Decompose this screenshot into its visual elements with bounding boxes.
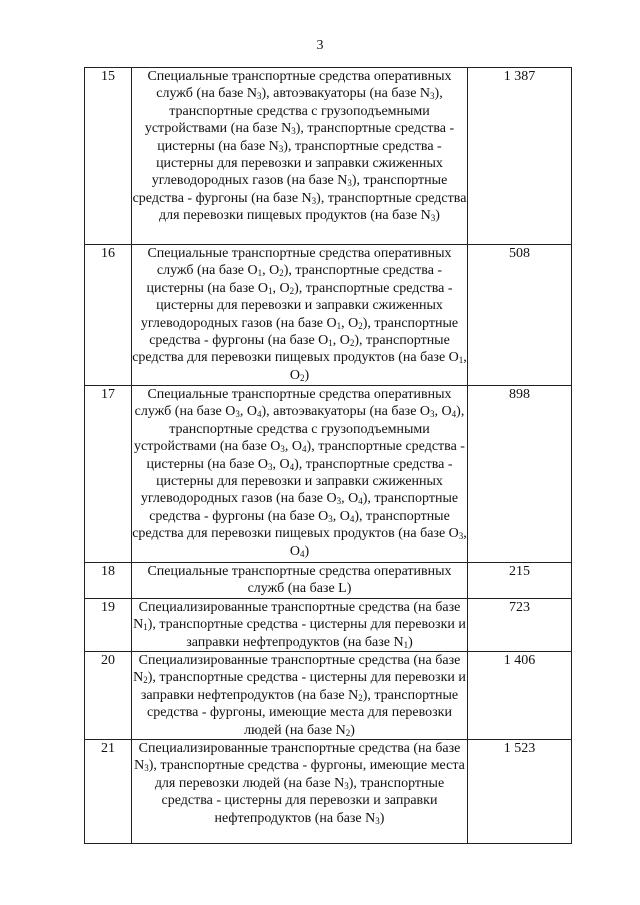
subscript-index: 3 [291, 126, 296, 137]
row-description [132, 563, 468, 599]
description-text: , O [284, 439, 303, 455]
description-text: ), транспортные средства - цистерны (на базе O [146, 263, 443, 296]
table-row [85, 563, 572, 599]
row-value: 1 406 [468, 652, 572, 740]
row-number: 15 [85, 68, 132, 245]
row-number: 16 [85, 245, 132, 386]
description-text: , O [262, 263, 280, 279]
subscript-index: 1 [257, 268, 263, 279]
description-text: , O [332, 333, 350, 349]
subscript-index: 3 [278, 143, 284, 154]
subscript-index: 1 [267, 285, 273, 296]
row-value: 1 387 [468, 68, 572, 245]
description-text: ) [435, 208, 440, 224]
subscript-index: 2 [345, 727, 351, 738]
subscript-index: 3 [256, 91, 262, 102]
row-value: 898 [468, 386, 572, 563]
description-text: ), транспортные средства с грузоподъемными устройствами (на базе N [144, 86, 443, 137]
table-row [85, 740, 572, 844]
description-text: ), транспортные средства - цистерны для перевозки и заправки нефтепродуктов (на базе N [140, 670, 466, 703]
subscript-index: 2 [279, 268, 284, 279]
description-text: , O [239, 404, 257, 420]
table-row [85, 652, 572, 740]
row-description [132, 386, 468, 563]
row-value: 508 [468, 245, 572, 386]
description-text: Специализированные транспортные средства (на базе N [134, 741, 461, 774]
row-value: 1 523 [468, 740, 572, 844]
subscript-index: 3 [347, 178, 352, 189]
description-text: ), транспортные средства - цистерны (на базе O [146, 439, 465, 472]
table-row [85, 598, 572, 651]
row-value: 723 [468, 598, 572, 651]
subscript-index: 3 [344, 780, 349, 791]
description-text: ), транспортные средства для перевозки пищевых продуктов (на базе O [132, 333, 459, 366]
subscript-index: 2 [299, 372, 305, 383]
description-text: ), автоэвакуаторы (на базе N [261, 86, 431, 102]
subscript-index: 2 [289, 285, 295, 296]
row-description [132, 740, 468, 844]
description-text: ), транспортные средства с грузоподъемными устройствами (на базе O [134, 404, 465, 455]
description-text: , O [289, 350, 467, 383]
description-text: ) [350, 722, 355, 738]
description-text: ), транспортные средства - фургоны, имеющие места для перевозки людей (на базе N [148, 758, 465, 791]
subscript-index: 2 [349, 338, 355, 349]
description-text: Специальные транспортные средства оперативных служб (на базе L) [147, 564, 452, 597]
description-text: ), транспортные средства - фургоны (на базе N [132, 173, 448, 206]
subscript-index: 2 [358, 320, 363, 331]
subscript-index: 1 [328, 338, 333, 349]
row-number: 18 [85, 563, 132, 599]
subscript-index: 3 [458, 531, 464, 542]
description-text: ), транспортные средства для перевозки пищевых продуктов (на базе N [159, 190, 467, 224]
row-number: 19 [85, 598, 132, 651]
description-text: Специализированные транспортные средства (на базе N [133, 599, 461, 633]
subscript-index: 1 [143, 622, 148, 633]
subscript-index: 4 [289, 461, 295, 472]
row-number: 17 [85, 386, 132, 563]
description-text: ) [304, 367, 310, 383]
row-description [132, 652, 468, 740]
table-row [85, 68, 572, 245]
subscript-index: 4 [451, 409, 457, 420]
subscript-index: 3 [430, 213, 436, 224]
subscript-index: 4 [299, 548, 305, 559]
row-value: 215 [468, 563, 572, 599]
row-number: 20 [85, 652, 132, 740]
row-description [132, 598, 468, 651]
subscript-index: 1 [336, 320, 342, 331]
subscript-index: 4 [302, 444, 307, 455]
description-text: ), транспортные средства - фургоны (на базе O [149, 315, 459, 349]
description-text: ), транспортные средства - цистерны (на базе N [157, 121, 455, 154]
table-row [85, 386, 572, 563]
description-text: , O [341, 315, 359, 331]
row-number: 21 [85, 740, 132, 844]
description-text: ), транспортные средства - цистерны для перевозки и заправки сжиженных углеводородных газов (на базе N [151, 138, 443, 189]
subscript-index: 3 [311, 195, 317, 206]
page-number: 3 [316, 38, 324, 53]
description-text: ), транспортные средства для перевозки пищевых продуктов (на базе O [132, 508, 459, 542]
description-text: Специальные транспортные средства оперативных служб (на базе N [147, 69, 452, 102]
description-text: ), транспортные средства - фургоны (на базе O [149, 491, 459, 524]
description-text: , O [341, 491, 359, 507]
description-text: ) [379, 810, 385, 826]
description-text: Специальные транспортные средства оперативных служб (на базе O [134, 387, 452, 420]
description-text: , O [332, 508, 350, 524]
subscript-index: 3 [375, 815, 380, 826]
description-text: , O [434, 404, 452, 420]
subscript-index: 3 [235, 409, 240, 420]
description-text: ) [304, 543, 310, 559]
table-row [85, 245, 572, 386]
subscript-index: 4 [256, 409, 262, 420]
subscript-index: 2 [358, 692, 363, 703]
description-text: ), транспортные средства - цистерны для перевозки и заправки сжиженных углеводородных газов (на базе O [140, 456, 453, 507]
subscript-index: 4 [358, 496, 363, 507]
subscript-index: 4 [349, 513, 355, 524]
description-text: , O [272, 280, 290, 296]
description-text: Специальные транспортные средства оперативных служб (на базе O [147, 246, 452, 279]
description-text: Специализированные транспортные средства (на базе N [133, 653, 461, 686]
subscript-index: 3 [328, 513, 333, 524]
subscript-index: 3 [280, 444, 285, 455]
row-description [132, 68, 468, 245]
subscript-index: 3 [336, 496, 342, 507]
row-description [132, 245, 468, 386]
subscript-index: 3 [267, 461, 273, 472]
description-text: ), транспортные средства - фургоны, имеющие места для перевозки людей (на базе N [147, 687, 459, 738]
tariff-table [84, 67, 572, 844]
description-text: ), транспортные средства - цистерны для перевозки и заправки нефтепродуктов (на базе N [147, 617, 466, 650]
subscript-index: 2 [143, 675, 148, 686]
description-text: , O [272, 456, 290, 472]
description-text: ), транспортные средства - цистерны для перевозки и заправки нефтепродуктов (на базе N [161, 775, 445, 826]
description-text: ), транспортные средства - цистерны для перевозки и заправки сжиженных углеводородных газов (на базе O [140, 280, 453, 331]
description-text: ), автоэвакуаторы (на базе O [261, 404, 431, 420]
description-text: ) [408, 634, 413, 650]
subscript-index: 1 [458, 355, 464, 366]
subscript-index: 3 [430, 409, 435, 420]
description-text: , O [289, 526, 467, 559]
subscript-index: 3 [144, 763, 149, 774]
subscript-index: 3 [430, 91, 435, 102]
subscript-index: 1 [403, 639, 409, 650]
